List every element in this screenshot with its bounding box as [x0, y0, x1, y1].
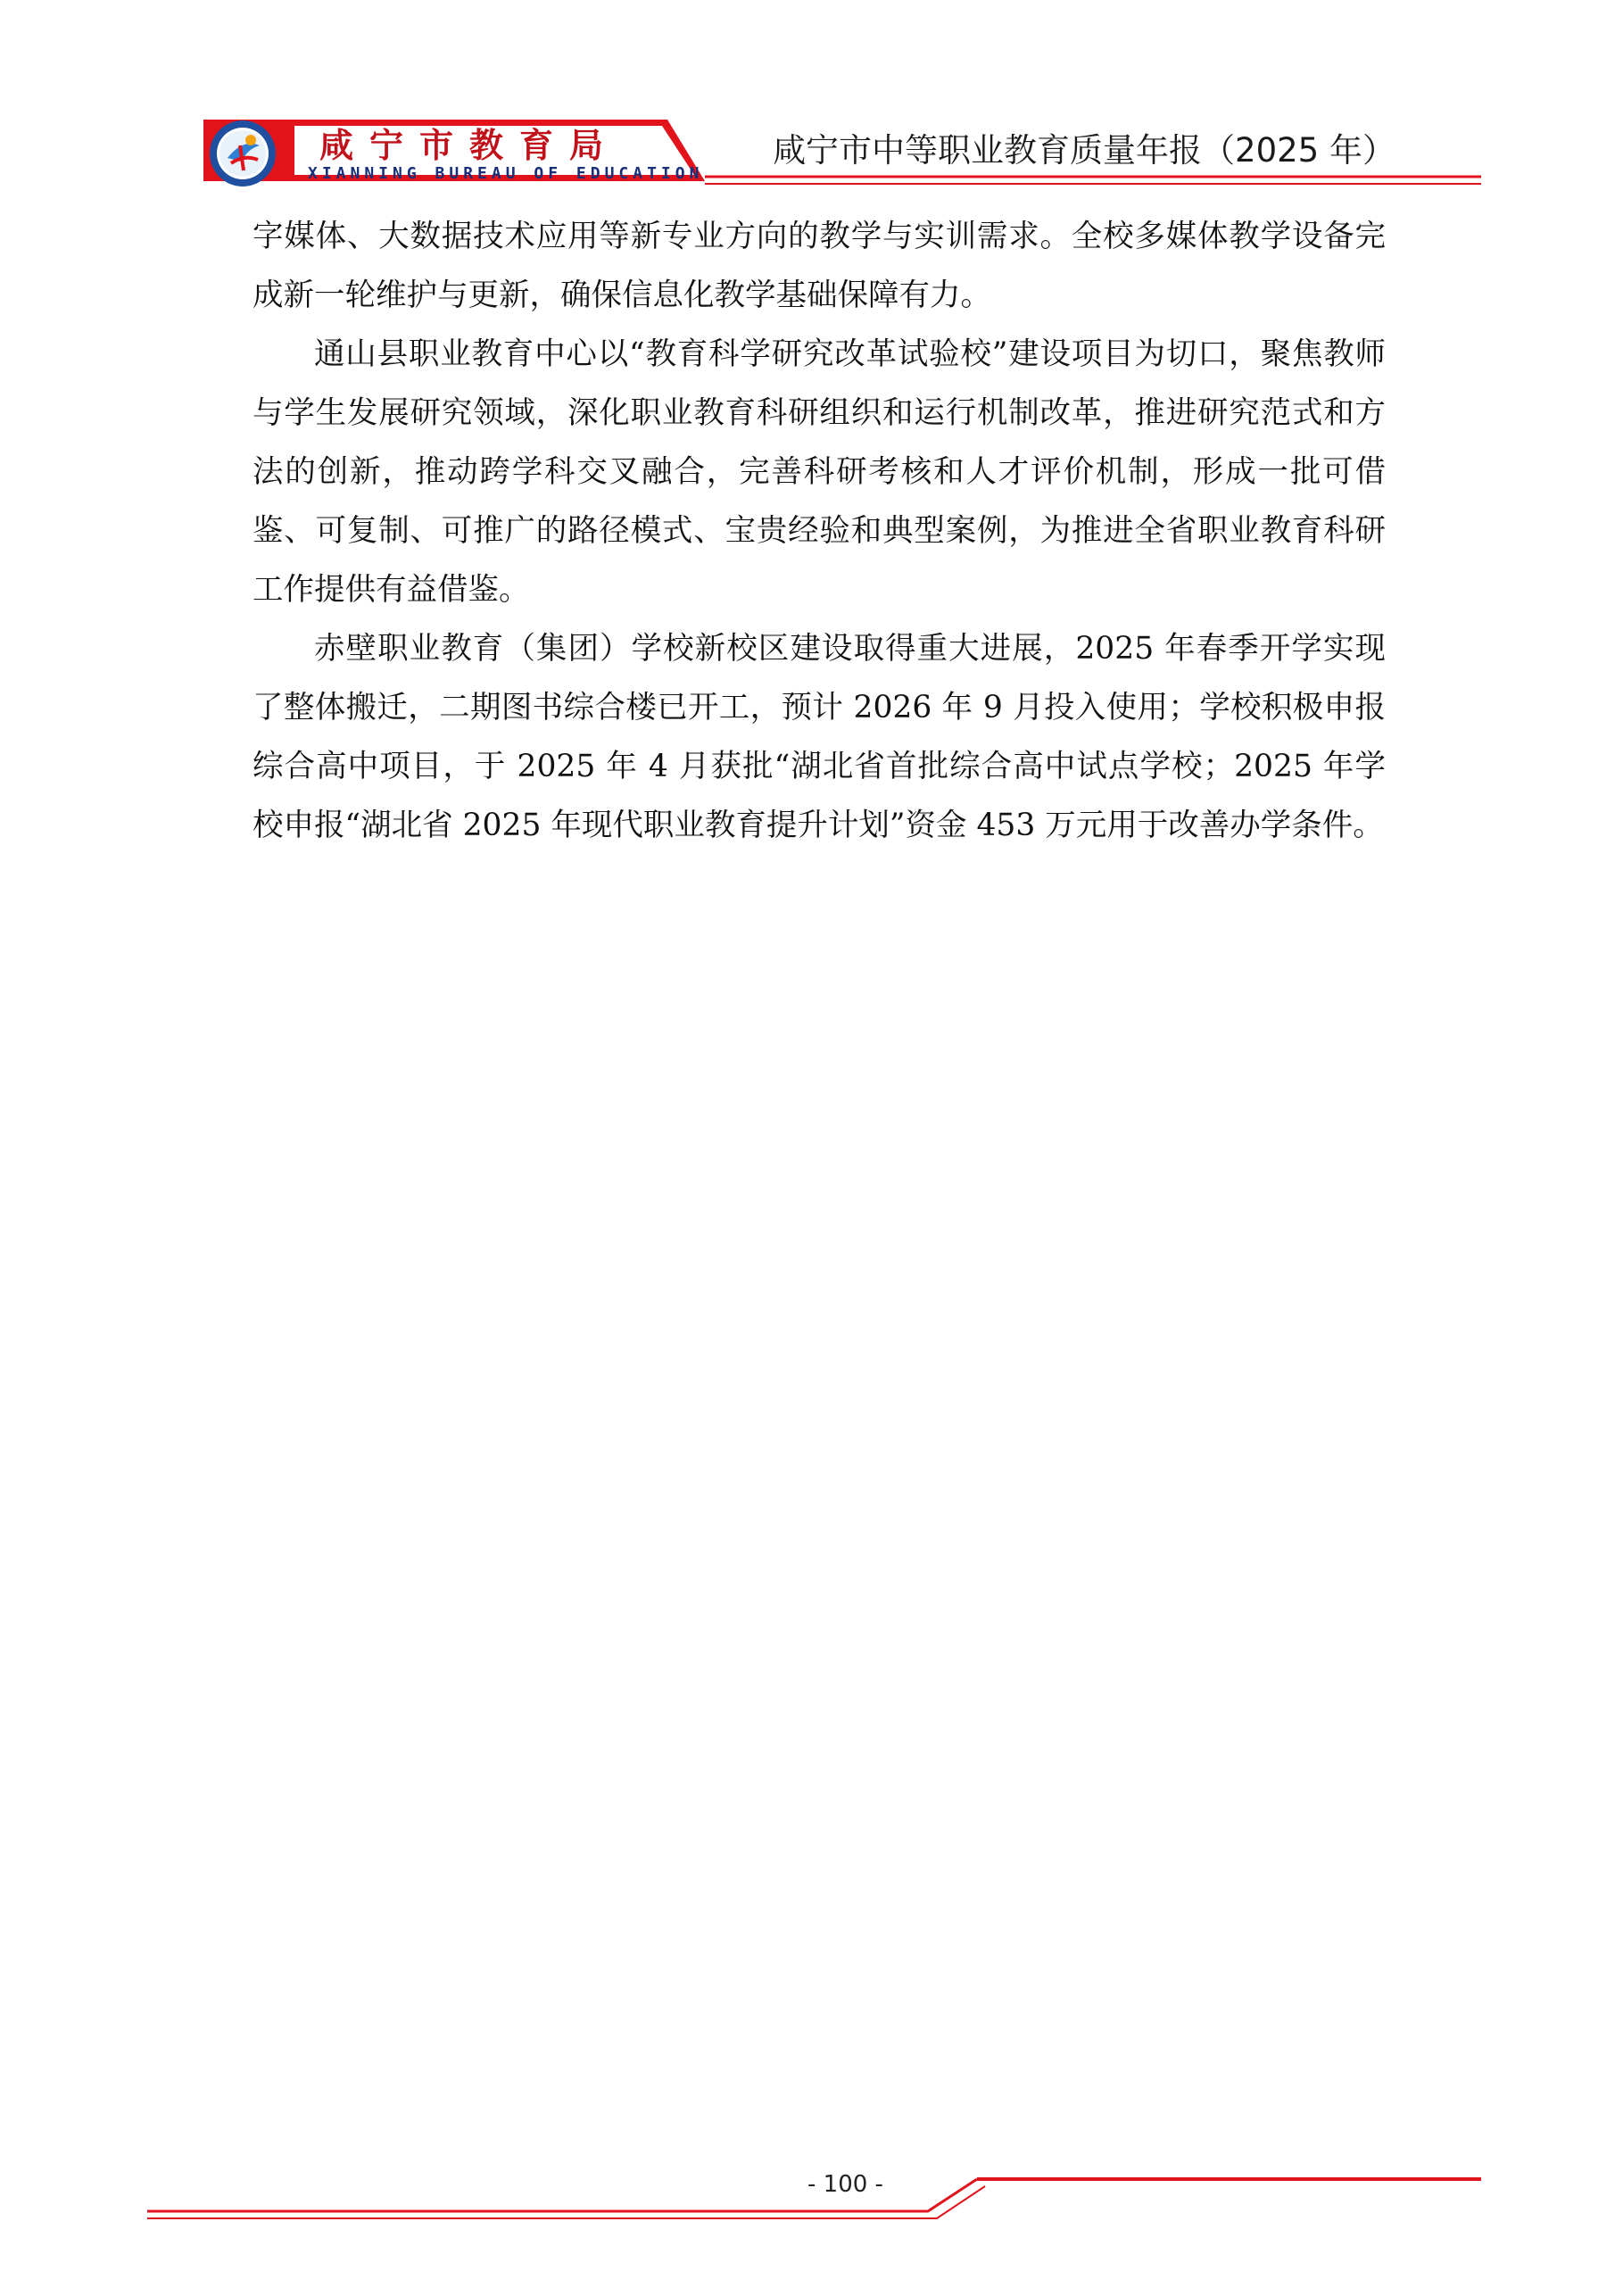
report-title: 咸宁市中等职业教育质量年报（2025 年）	[773, 131, 1395, 170]
bureau-logo-icon	[208, 119, 277, 188]
paragraph-tongshan: 通山县职业教育中心以“教育科学研究改革试验校”建设项目为切口，聚焦教师与学生发展研究领域，深化职业教育科研组织和运行机制改革，推进研究范式和方法的创新，推动跨学科交叉融合，完善科研考核和人才评价机制，形成一批可借鉴、可复制、可推广的路径模式、宝贵经验和典型案例，为推进全省职业教育科研工作提供有益借鉴。	[253, 336, 1386, 608]
page-header	[0, 0, 1623, 192]
bureau-name: 咸宁市教育局	[319, 125, 620, 165]
paragraph-continued: 字媒体、大数据技术应用等新专业方向的教学与实训需求。全校多媒体教学设备完成新一轮维护与更新，确保信息化教学基础保障有力。	[253, 219, 1386, 313]
paragraph-chibi: 赤壁职业教育（集团）学校新校区建设取得重大进展，2025 年春季开学实现了整体搬迁，二期图书综合楼已开工，预计 2026 年 9 月投入使用；学校积极申报综合高中项目，于 2025 年 4 月获批“湖北省首批综合高中试点学校；2025 年学校申报“湖北省 2025 年现代职业教育提升计划”资金 453 万元用于改善办学条件。	[253, 631, 1386, 843]
page-body	[253, 207, 1386, 855]
page-number: - 100 -	[807, 2171, 883, 2198]
bureau-name-english: XIANNING BUREAU OF EDUCATION	[308, 164, 704, 183]
